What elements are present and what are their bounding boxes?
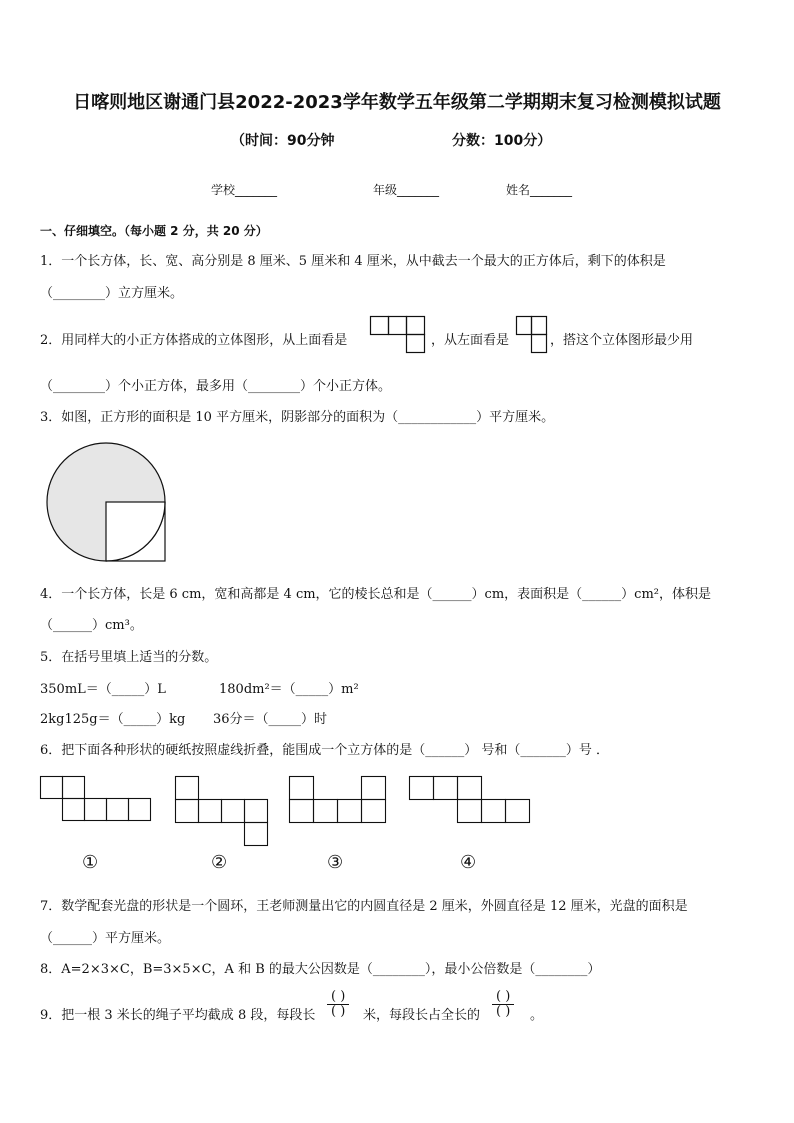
- question-7-answer: （______）平方厘米。: [40, 931, 171, 946]
- question-5-item-d: 36分＝（_____）时: [213, 712, 328, 727]
- fraction-share-numerator: ( ): [492, 990, 514, 1005]
- top-view-figure: [370, 316, 430, 356]
- name-field[interactable]: 姓名_______: [506, 183, 573, 197]
- question-5-item-b: 180dm²＝（_____）m²: [219, 682, 359, 697]
- question-2-text-b: ，从左面看是: [431, 333, 510, 348]
- question-9-text-b: 米，每段长占全长的: [363, 1008, 481, 1023]
- exam-time: （时间：90分钟: [231, 133, 335, 149]
- question-5-item-c: 2kg125g＝（_____）kg: [40, 712, 186, 727]
- cube-net-1: [40, 776, 170, 826]
- section-heading: 一、仔细填空。（每小题 2 分，共 20 分）: [40, 224, 268, 238]
- grade-field[interactable]: 年级_______: [373, 183, 440, 197]
- question-2-answer: （________）个小正方体，最多用（________）个小正方体。: [40, 379, 392, 394]
- fraction-length-numerator: ( ): [327, 990, 349, 1005]
- question-2-text: 2．用同样大的小正方体搭成的立体图形，从上面看是: [40, 333, 348, 348]
- cube-net-2: [175, 776, 285, 848]
- question-6-text: 6．把下面各种形状的硬纸按照虚线折叠，能围成一个立方体的是（______） 号和（_______）号 ．: [40, 743, 610, 758]
- question-9-text-c: 。: [530, 1008, 544, 1023]
- exam-score: 分数：100分）: [452, 133, 552, 149]
- circle-square-figure: [46, 442, 166, 562]
- question-5-text: 5．在括号里填上适当的分数。: [40, 650, 218, 665]
- question-7-text: 7．数学配套光盘的形状是一个圆环，王老师测量出它的内圆直径是 2 厘米，外圆直径是 12 厘米，光盘的面积是: [40, 899, 688, 914]
- school-field[interactable]: 学校_______: [211, 183, 278, 197]
- fraction-share: [491, 990, 515, 1019]
- question-8-text: 8．A=2×3×C，B=3×5×C，A 和 B 的最大公因数是（________），最小公倍数是（________）: [40, 962, 601, 977]
- net-label-4: ④: [460, 852, 477, 873]
- question-2-text-c: ，搭这个立体图形最少用: [550, 333, 694, 348]
- net-label-1: ①: [82, 852, 99, 873]
- question-4-answer: （______）cm³。: [40, 618, 143, 633]
- question-1-answer: （________）立方厘米。: [40, 286, 184, 301]
- question-4-text: 4．一个长方体，长是 6 cm，宽和高都是 4 cm，它的棱长总和是（______）cm，表面积是（______）cm²，体积是: [40, 587, 711, 602]
- question-9-text: 9．把一根 3 米长的绳子平均截成 8 段，每段长: [40, 1008, 316, 1023]
- fraction-length-denominator: ( ): [331, 1004, 346, 1019]
- fraction-length: [326, 990, 350, 1019]
- net-label-2: ②: [211, 852, 228, 873]
- cube-net-4: [409, 776, 534, 826]
- question-1-text: 1．一个长方体，长、宽、高分别是 8 厘米、5 厘米和 4 厘米，从中截去一个最大的正方体后，剩下的体积是: [40, 254, 666, 269]
- net-label-3: ③: [327, 852, 344, 873]
- page-title: 日喀则地区谢通门县2022-2023学年数学五年级第二学期期末复习检测模拟试题: [73, 92, 721, 113]
- question-5-item-a: 350mL＝（_____）L: [40, 682, 166, 697]
- fraction-share-denominator: ( ): [496, 1004, 511, 1019]
- question-3-text: 3．如图，正方形的面积是 10 平方厘米，阴影部分的面积为（____________）平方厘米。: [40, 410, 555, 425]
- cube-net-3: [289, 776, 389, 826]
